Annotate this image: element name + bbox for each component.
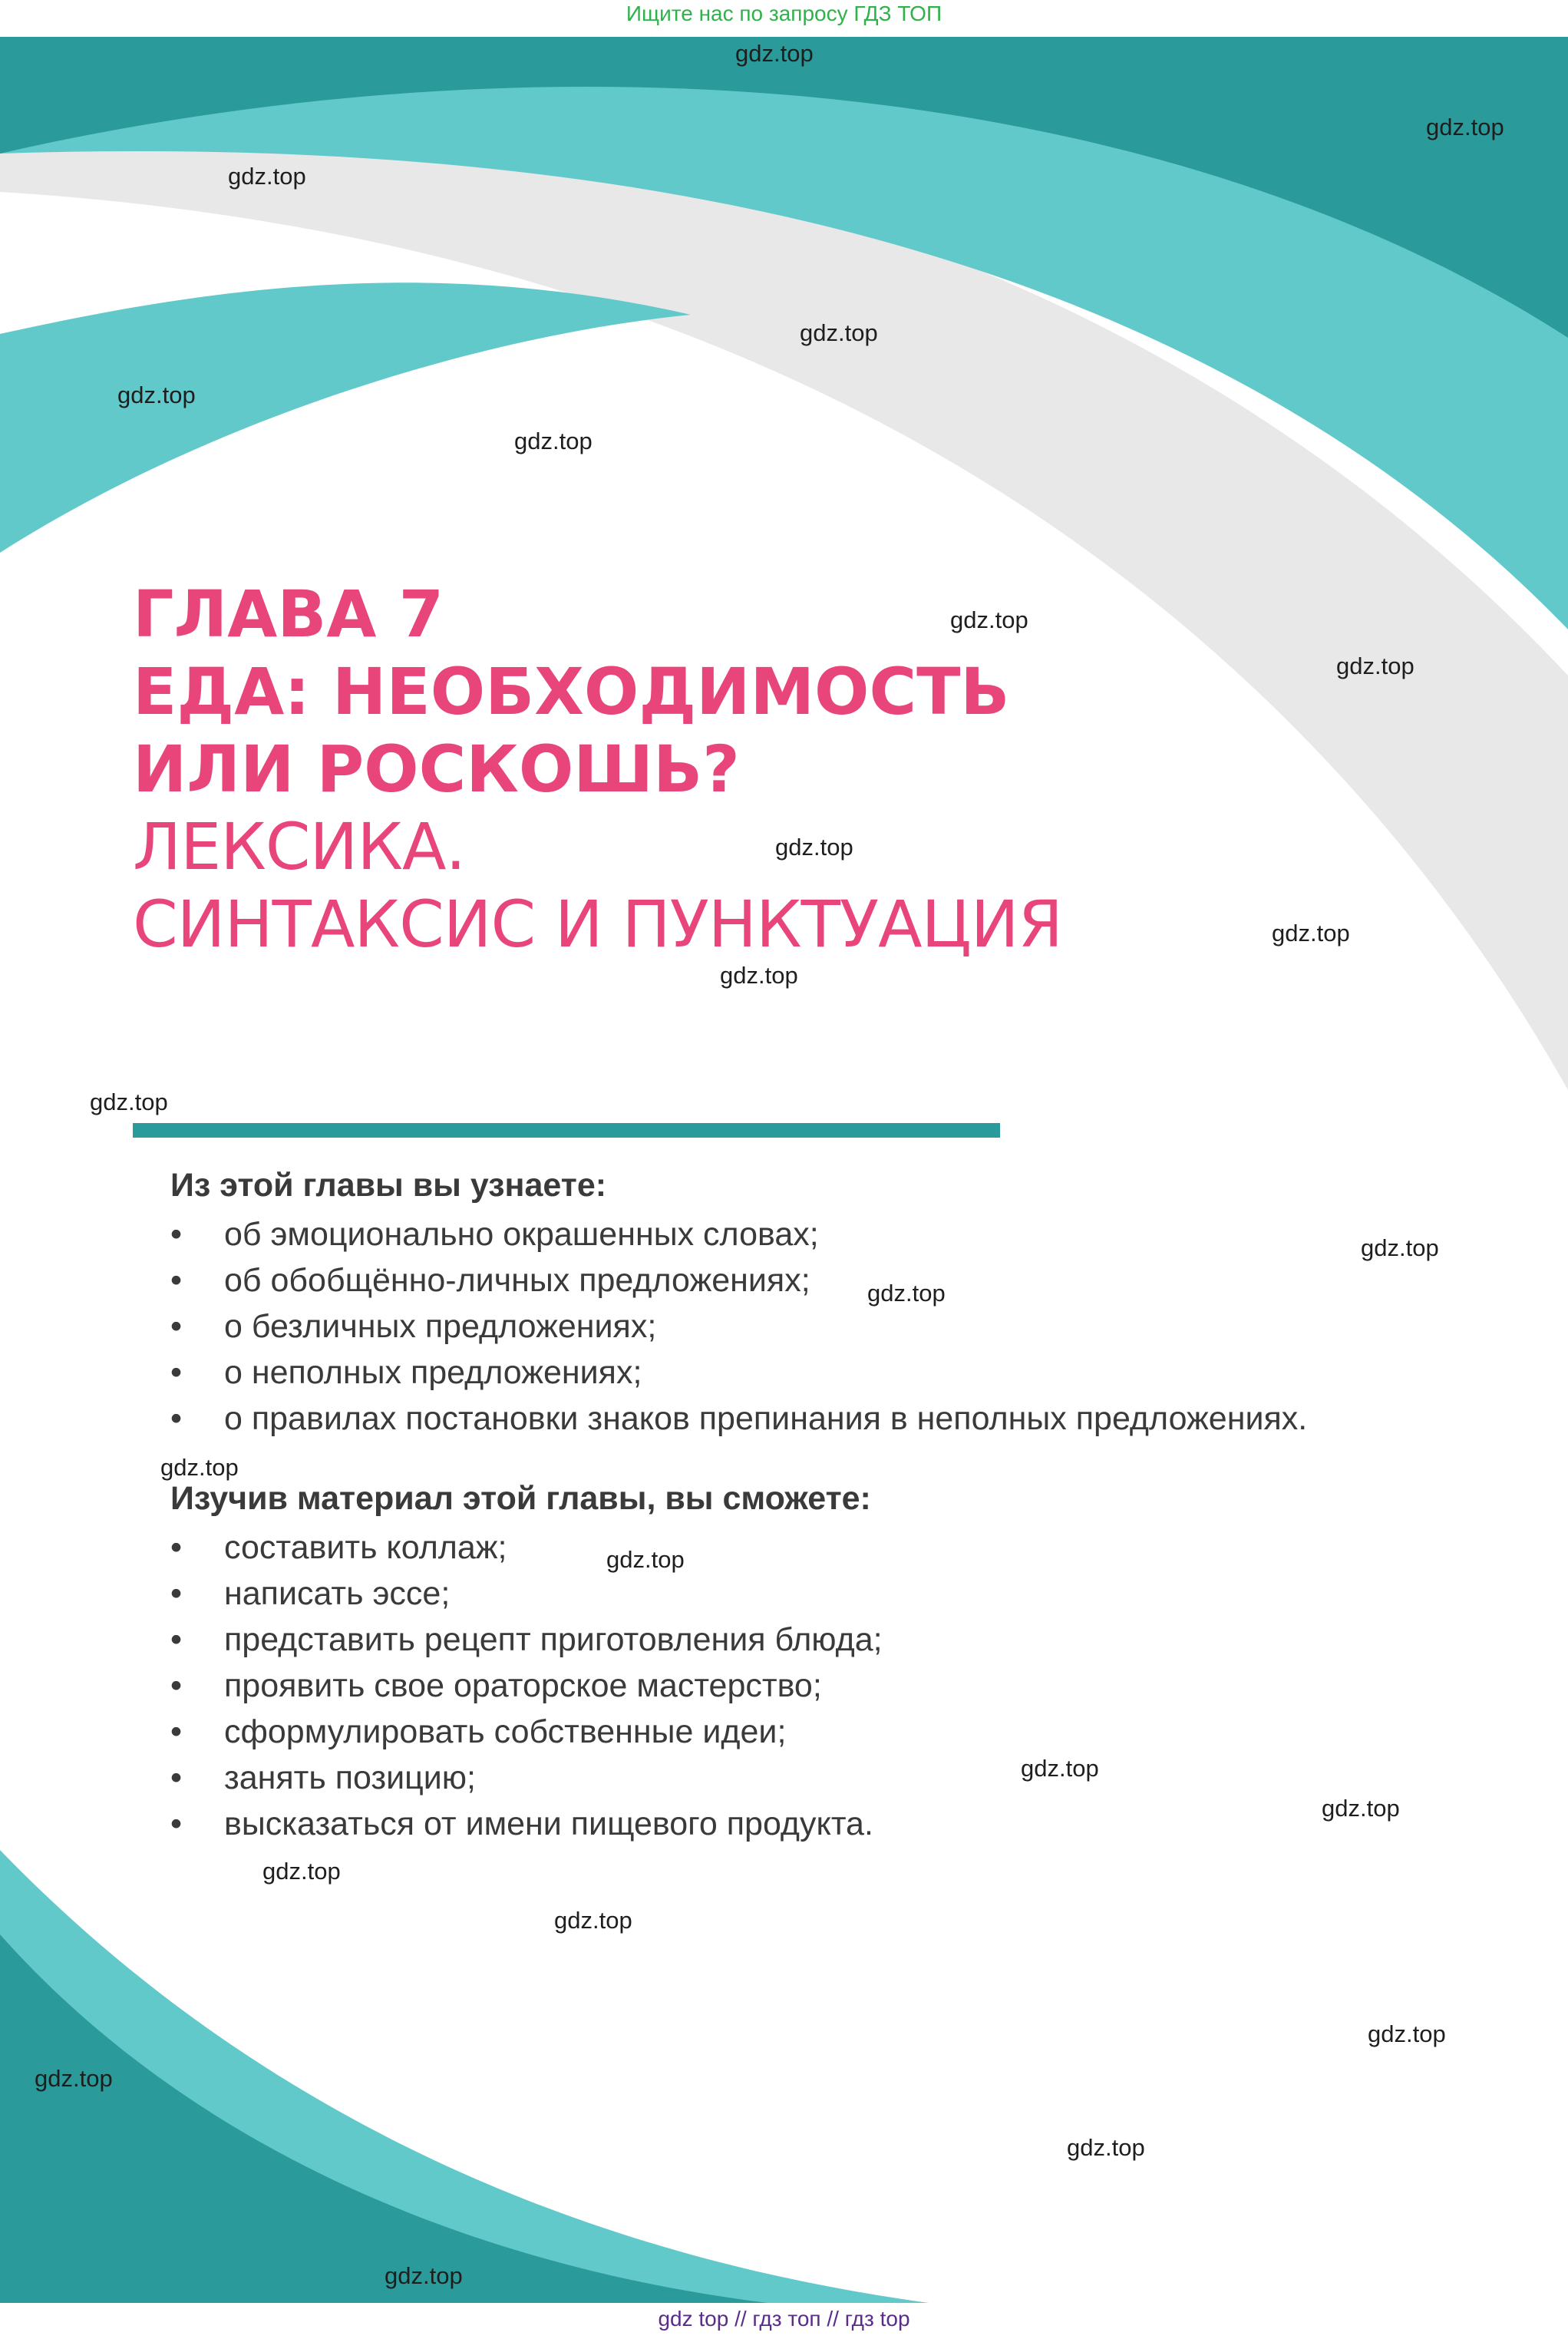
watermark: gdz.top [800,319,878,346]
list-item: • о правилах постановки знаков препинания в неполных предложениях. [170,1396,1307,1442]
chapter-number: ГЛАВА 7 [133,576,444,652]
list-item: • об обобщённо-личных предложениях; [170,1257,1307,1303]
watermark: gdz.top [1322,1795,1400,1822]
chapter-name-line-2: ИЛИ РОСКОШЬ? [133,732,740,807]
watermark: gdz.top [606,1546,685,1573]
list-item: • составить коллаж; [170,1525,883,1571]
watermark: gdz.top [160,1454,239,1481]
chapter-topic-line-1: ЛЕКСИКА. [133,809,466,884]
chapter-name-line-1: ЕДА: НЕОБХОДИМОСТЬ [133,654,1010,729]
watermark: gdz.top [950,606,1028,633]
chapter-title [133,576,1284,963]
list-item: • написать эссе; [170,1571,883,1617]
watermark: gdz.top [385,2262,463,2289]
watermark: gdz.top [867,1280,946,1307]
section-divider [133,1123,1000,1138]
watermark: gdz.top [554,1907,632,1934]
list-item: • представить рецепт приготовления блюда; [170,1617,883,1663]
watermark: gdz.top [262,1858,341,1885]
watermark: gdz.top [90,1089,168,1115]
list-item: • проявить свое ораторское мастерство; [170,1663,883,1709]
list-item: • о безличных предложениях; [170,1303,1307,1350]
watermark: gdz.top [1021,1755,1099,1782]
watermark: gdz.top [117,382,196,408]
watermark: gdz.top [775,834,853,861]
left-teal-wing [0,282,691,553]
search-banner[interactable]: Ищите нас по запросу ГДЗ ТОП [626,2,942,25]
watermark: gdz.top [514,428,593,454]
watermark: gdz.top [35,2065,113,2092]
list-item: • высказаться от имени пищевого продукта. [170,1801,883,1847]
watermark: gdz.top [1361,1234,1439,1261]
footer-links[interactable]: gdz top // гдз топ // гдз top [658,2307,910,2331]
watermark: gdz.top [1067,2134,1145,2161]
list-item: • занять позицию; [170,1755,883,1801]
watermark: gdz.top [1336,652,1415,679]
learn-list [170,1211,1307,1442]
watermark: gdz.top [720,962,798,989]
watermark: gdz.top [735,40,814,67]
watermark: gdz.top [228,163,306,190]
list-item: • сформулировать собственные идеи; [170,1709,883,1755]
skills-list [170,1525,883,1847]
watermark: gdz.top [1368,2020,1446,2047]
watermark: gdz.top [1426,114,1504,140]
list-item: • об эмоционально окрашенных словах; [170,1211,1307,1257]
chapter-topic-line-2: СИНТАКСИС И ПУНКТУАЦИЯ [133,887,1062,962]
watermark: gdz.top [1272,920,1350,947]
skills-heading: Изучив материал этой главы, вы сможете: [170,1480,871,1517]
learn-heading: Из этой главы вы узнаете: [170,1167,607,1204]
list-item: • о неполных предложениях; [170,1350,1307,1396]
